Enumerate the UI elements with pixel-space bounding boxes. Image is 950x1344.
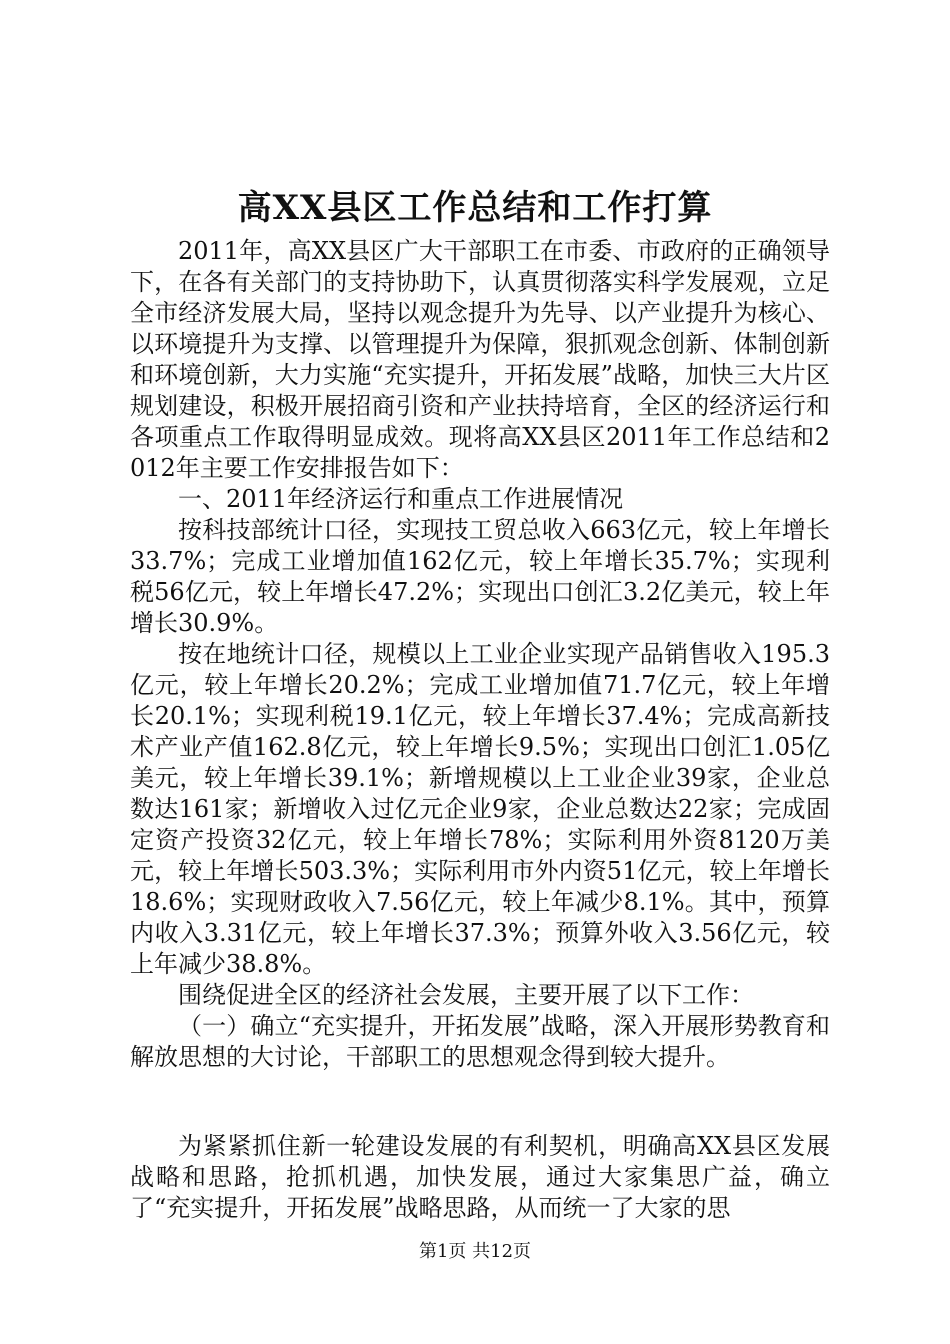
intro-paragraph: 2011年，高XX县区广大干部职工在市委、市政府的正确领导下，在各有关部门的支持协助下，认真贯彻落实科学发展观，立足全市经济发展大局，坚持以观念提升为先导、以产业提升为核心、以环境提升为支撑、以管理提升为保障，狠抓观念创新、体制创新和环境创新，大力实施“充实提升，开拓发展”战略，加快三大片区规划建设，积极开展招商引资和产业扶持培育，全区的经济运行和各项重点工作取得明显成效。现将高XX县区2011年工作总结和2012年主要工作安排报告如下： — [130, 237, 830, 482]
work-intro-line: 围绕促进全区的经济社会发展，主要开展了以下工作： — [178, 981, 754, 1009]
stats-paragraph-tech: 按科技部统计口径，实现技工贸总收入663亿元，较上年增长33.7%；完成工业增加值162亿元，较上年增长35.7%；实现利税56亿元，较上年增长47.2%；实现出口创汇3.2亿美元，较上年增长30.9%。 — [130, 516, 830, 637]
paragraph-gap — [130, 1073, 830, 1131]
subsection-heading: （一）确立“充实提升，开拓发展”战略，深入开展形势教育和解放思想的大讨论，干部职工的思想观念得到较大提升。 — [130, 1012, 830, 1071]
page-number-footer: 第1页 共12页 — [418, 1241, 532, 1262]
document-body — [130, 236, 830, 1224]
stats-paragraph-local: 按在地统计口径，规模以上工业企业实现产品销售收入195.3亿元，较上年增长20.2%；完成工业增加值71.7亿元，较上年增长20.1%；实现利税19.1亿元，较上年增长37.4%；完成高新技术产业产值162.8亿元，较上年增长9.5%；实现出口创汇1.05亿美元，较上年增长39.1%；新增规模以上工业企业39家，企业总数达161家；新增收入过亿元企业9家，企业总数达22家；完成固定资产投资32亿元，较上年增长78%；实际利用外资8120万美元，较上年增长503.3%；实际利用市外内资51亿元，较上年增长18.6%；实现财政收入7.56亿元，较上年减少8.1%。其中，预算内收入3.31亿元，较上年增长37.3%；预算外收入3.56亿元，较上年减少38.8%。 — [130, 640, 830, 978]
strategy-paragraph: 为紧紧抓住新一轮建设发展的有利契机，明确高XX县区发展战略和思路，抢抓机遇，加快发展，通过大家集思广益，确立了“充实提升，开拓发展”战略思路，从而统一了大家的思 — [130, 1132, 830, 1222]
document-title: 高XX县区工作总结和工作打算 — [237, 188, 713, 228]
section-heading: 一、2011年经济运行和重点工作进展情况 — [178, 485, 624, 513]
